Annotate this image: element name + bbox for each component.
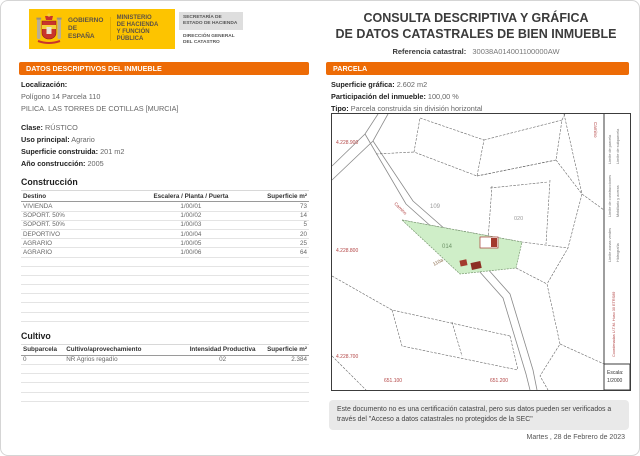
cell-destino: SOPORT. 50%	[21, 220, 136, 229]
ministerio-label: MINISTERIO DE HACIENDA Y FUNCIÓN PÚBLICA	[116, 14, 159, 43]
legend-zonas-verdes: Límite zonas verdes	[608, 228, 612, 262]
ano-construccion-label: Año construcción:	[21, 158, 86, 168]
government-banner	[29, 9, 175, 49]
uso-value: Agrario	[71, 134, 95, 144]
superficie-construida-value: 201 m2	[100, 146, 125, 156]
empty-row	[21, 303, 309, 312]
coord-x-left-label: 651.100	[384, 378, 403, 384]
construccion-row	[21, 248, 309, 257]
parcela-panel	[331, 80, 629, 116]
empty-row	[21, 374, 309, 383]
superficie-grafica-label: Superficie gráfica:	[331, 80, 395, 89]
cultivo-heading: Cultivo	[21, 330, 51, 341]
cell-cultivo: NR Agrios regadío	[64, 355, 185, 364]
cell-superficie: 64	[246, 248, 309, 257]
cultivo-table	[21, 344, 309, 402]
parcel-109-label: 109	[430, 204, 441, 210]
cell-epp: 1/00/02	[136, 211, 245, 220]
referencia-label: Referencia catastral:	[392, 47, 467, 57]
legend-limite-parcela: Límite de parcela	[608, 134, 612, 164]
crs-note-label: Coordenadas U.T.M. Huso 30 ETRS89	[612, 291, 616, 357]
construccion-col-destino: Destino	[21, 191, 136, 202]
cadastral-map-svg	[332, 114, 630, 390]
section-bar-parcela: PARCELA	[326, 62, 629, 75]
title-line-1: CONSULTA DESCRIPTIVA Y GRÁFICA	[363, 11, 589, 25]
title-line-2: DE DATOS CATASTRALES DE BIEN INMUEBLE	[335, 26, 617, 41]
construccion-table	[21, 190, 309, 321]
construccion-row	[21, 220, 309, 229]
escala-label: Escala:	[607, 370, 624, 376]
cell-superficie: 5	[246, 220, 309, 229]
clase-label: Clase:	[21, 122, 43, 132]
cell-epp: 1/00/04	[136, 229, 245, 238]
ano-construccion-value: 2005	[87, 158, 104, 168]
document-title	[323, 11, 629, 56]
cell-superficie: 2.384	[260, 355, 309, 364]
legend-mobiliario: Mobiliario y aceras	[616, 185, 620, 217]
empty-row	[21, 392, 309, 401]
clase-value: RÚSTICO	[44, 122, 78, 132]
parcel-020-label: 020	[514, 216, 524, 222]
construccion-row	[21, 202, 309, 211]
construccion-col-epp: Escalera / Planta / Puerta	[136, 191, 245, 202]
tipo-label: Tipo:	[331, 103, 349, 113]
cell-subparcela: 0	[21, 355, 64, 364]
localizacion-line2: PILICA. LAS TORRES DE COTILLAS [MURCIA]	[21, 103, 179, 113]
empty-row	[21, 285, 309, 294]
cell-superficie: 73	[246, 202, 309, 211]
escala-value: 1/2000	[607, 378, 623, 384]
cultivo-col-superficie: Superficie m²	[260, 344, 309, 355]
disclaimer-box: Este documento no es una certificación catastral, pero sus datos pueden ser verificados a través del "Acceso a datos catastrales no protegidos de la SEC"	[329, 400, 629, 430]
cell-superficie: 20	[246, 229, 309, 238]
superficie-construida-label: Superficie construida:	[21, 146, 99, 156]
cell-destino: DEPORTIVO	[21, 229, 136, 238]
section-bar-datos-inmueble: DATOS DESCRIPTIVOS DEL INMUEBLE	[19, 62, 309, 75]
road-name-label: Camino	[393, 201, 408, 216]
referencia-catastral	[323, 47, 629, 56]
empty-row	[21, 312, 309, 321]
referencia-value: 30038A014001100000AW	[472, 47, 560, 57]
cell-superficie: 14	[246, 211, 309, 220]
construccion-heading: Construcción	[21, 177, 78, 188]
coord-y-top-label: 4.228.900	[336, 140, 359, 146]
cultivo-row	[21, 355, 309, 364]
empty-row	[21, 257, 309, 266]
cultivo-col-subparcela: Subparcela	[21, 344, 64, 355]
empty-row	[21, 266, 309, 275]
cell-destino: AGRARIO	[21, 239, 136, 248]
cell-destino: AGRARIO	[21, 248, 136, 257]
cell-intensidad: 02	[185, 355, 260, 364]
empty-row	[21, 383, 309, 392]
cell-epp: 1/00/01	[136, 202, 245, 211]
datos-inmueble-panel	[21, 80, 309, 402]
cell-epp: 1/00/03	[136, 220, 245, 229]
cell-destino: VIVIENDA	[21, 202, 136, 211]
subparcel-110a-label: 110a	[432, 257, 445, 268]
legend-limite-construcciones: Límite de construcciones	[608, 175, 612, 217]
empty-row	[21, 365, 309, 374]
uso-label: Uso principal:	[21, 134, 70, 144]
cultivo-col-cultivo: Cultivo/aprovechamiento	[64, 344, 185, 355]
participacion-value: 100,00 %	[427, 91, 459, 101]
legend-hidrografia: Hidrografía	[616, 243, 620, 262]
construccion-row	[21, 211, 309, 220]
empty-row	[21, 275, 309, 284]
road-name-right-label: Camino	[593, 122, 598, 138]
cadastral-map	[331, 113, 631, 391]
direccion-catastro-label: DIRECCIÓN GENERAL DEL CATASTRO	[183, 34, 235, 45]
cell-epp: 1/00/05	[136, 239, 245, 248]
parcel-014-label: 014	[442, 244, 453, 250]
document-date: Martes , 28 de Febrero de 2023	[526, 434, 625, 441]
participacion-label: Participación del inmueble:	[331, 91, 426, 101]
cultivo-col-intensidad: Intensidad Productiva	[185, 344, 260, 355]
cell-destino: SOPORT. 50%	[21, 211, 136, 220]
construccion-row	[21, 229, 309, 238]
coord-x-right-label: 651.200	[490, 378, 509, 384]
tipo-value: Parcela construida sin división horizontal	[350, 103, 483, 113]
coord-y-mid-label: 4.228.800	[336, 248, 359, 254]
construccion-col-superficie: Superficie m²	[246, 191, 309, 202]
cell-superficie: 25	[246, 239, 309, 248]
empty-row	[21, 294, 309, 303]
spain-coat-of-arms-icon	[36, 13, 62, 45]
gobierno-espana-label: GOBIERNO DE ESPAÑA	[68, 17, 111, 40]
cell-epp: 1/00/06	[136, 248, 245, 257]
construccion-row	[21, 239, 309, 248]
legend-limite-subparcela: Límite de subparcela	[616, 128, 620, 164]
localizacion-label: Localización:	[21, 80, 68, 89]
superficie-grafica-value: 2.602 m2	[396, 80, 428, 89]
localizacion-line1: Polígono 14 Parcela 110	[21, 91, 101, 101]
coord-y-bot-label: 4.228.700	[336, 354, 359, 360]
secretaria-estado-label: SECRETARÍA DE ESTADO DE HACIENDA	[179, 12, 243, 30]
